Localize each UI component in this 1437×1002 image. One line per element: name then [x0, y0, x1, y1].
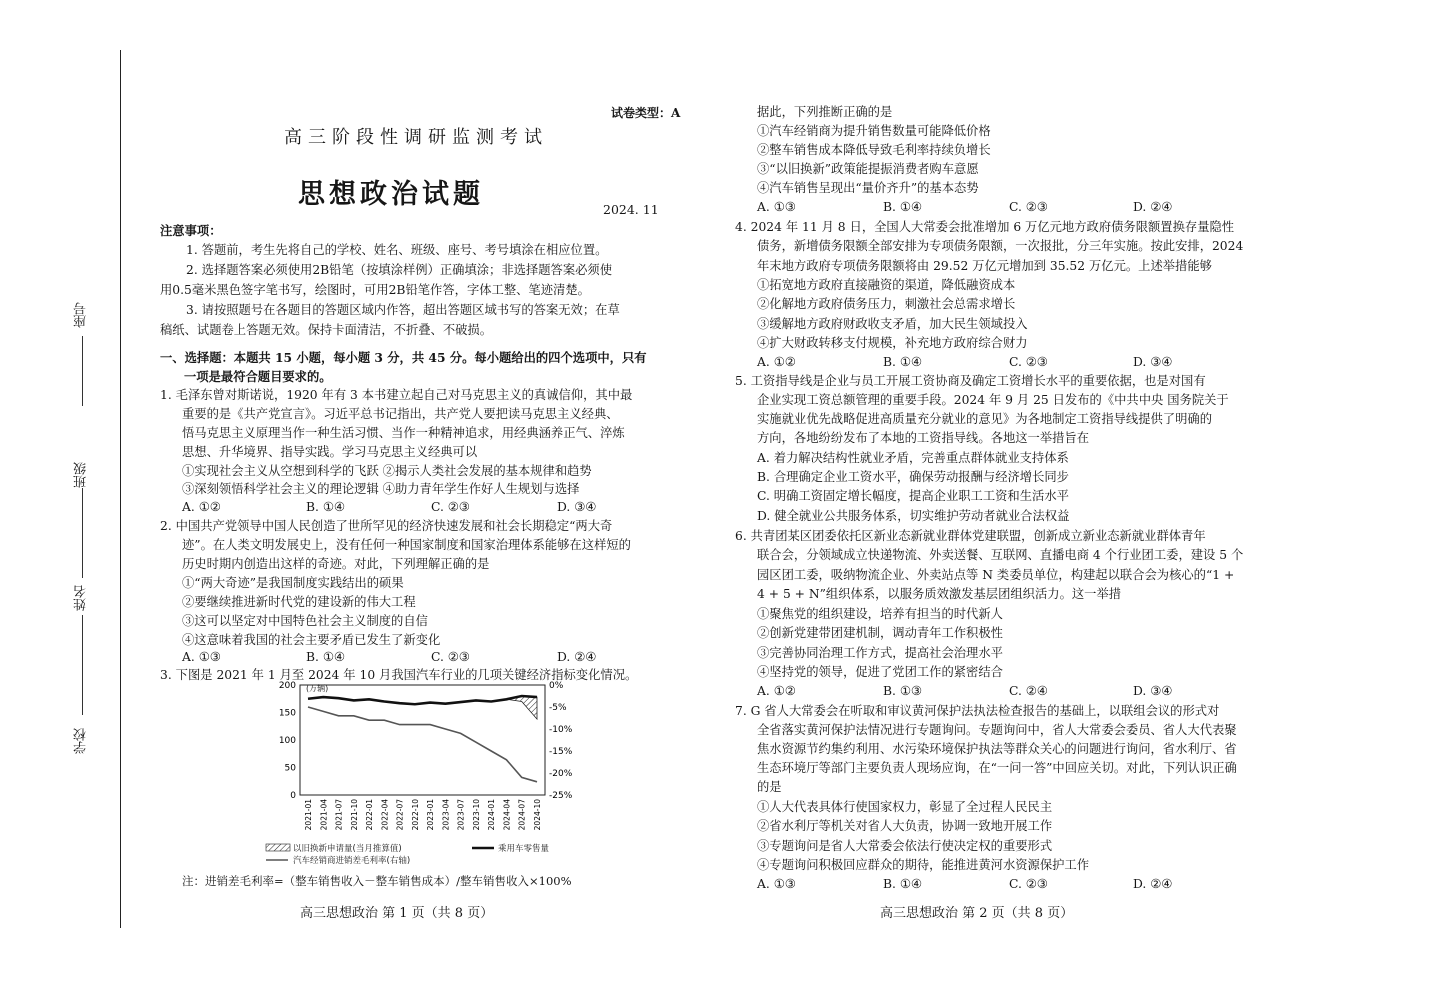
- question-4-stem: 4. 2024 年 11 月 8 日，全国人大常委会批准增加 6 万亿元地方政府债务限额置换存量隐性: [735, 220, 1235, 234]
- q7-option-d[interactable]: D. ②④: [1133, 877, 1173, 891]
- question-3-statement: ①汽车经销商为提升销售数量可能降低价格: [757, 124, 991, 138]
- binding-line: [120, 50, 121, 928]
- question-2-stem: 2. 中国共产党领导中国人民创造了世所罕见的经济快速发展和社会长期稳定“两大奇: [160, 519, 613, 533]
- question-2-stem: 迹”。在人类文明发展史上，没有任何一种国家制度和国家治理体系能够在这样短的: [182, 538, 631, 552]
- right-tick-label: -15%: [549, 747, 573, 757]
- footer-page-2: 高三思想政治 第 2 页（共 8 页）: [880, 906, 1074, 921]
- question-1-stem: 重要的是《共产党宣言》。习近平总书记指出，共产党人要把读马克思主义经典、: [182, 407, 619, 421]
- q6-option-c[interactable]: C. ②④: [1009, 684, 1048, 698]
- x-tick-label: 2024-07: [517, 799, 527, 831]
- q6-option-a[interactable]: A. ①②: [757, 684, 796, 698]
- school-label: 学校: [74, 728, 89, 754]
- q5-option-a[interactable]: A. 着力解决结构性就业矛盾，完善重点群体就业支持体系: [757, 451, 1069, 465]
- left-tick-label: 150: [278, 708, 296, 719]
- q1-option-c[interactable]: C. ②③: [431, 500, 470, 514]
- x-tick-label: 2024-04: [502, 799, 512, 831]
- legend-bold-label: 乘用车零售量: [498, 844, 550, 854]
- x-axis: [304, 799, 542, 831]
- dealer-margin-line: [308, 707, 537, 782]
- x-tick-label: 2024-01: [487, 799, 497, 831]
- section-heading: 一项是最符合题目要求的。: [184, 369, 332, 384]
- q4-option-b[interactable]: B. ①④: [883, 355, 922, 369]
- q5-option-b[interactable]: B. 合理确定企业工资水平，确保劳动报酬与经济增长同步: [757, 470, 1069, 484]
- question-2-stem: 历史时期内创造出这样的奇迹。对此，下列理解正确的是: [182, 557, 490, 571]
- question-6-stem: 6. 共青团某区团委依托区新业态新就业群体党建联盟，创新成立新业态新就业群体青年: [735, 529, 1206, 543]
- notice-line: 3. 请按照题号在各题目的答题区域内作答，超出答题区域书写的答案无效；在草: [186, 303, 620, 317]
- x-tick-label: 2022-10: [410, 799, 420, 831]
- question-3-stem: 3. 下图是 2021 年 1 月至 2024 年 10 月我国汽车行业的几项关键经济指标变化情况。: [160, 668, 638, 682]
- class-label: 班级: [74, 462, 89, 488]
- q7-option-b[interactable]: B. ①④: [883, 877, 922, 891]
- question-2-statement: ③这可以坚定对中国特色社会主义制度的自信: [182, 614, 428, 628]
- question-6-statement: ③完善协同治理工作方式，提高社会治理水平: [757, 646, 1003, 660]
- passenger-car-retail-line: [308, 696, 537, 704]
- question-4-statement: ②化解地方政府债务压力，刺激社会总需求增长: [757, 297, 1016, 311]
- question-1-stem: 思想、升华境界、指导实践。学习马克思主义经典可以: [182, 445, 478, 459]
- right-tick-label: -25%: [549, 791, 573, 801]
- right-tick-label: -10%: [549, 725, 573, 735]
- auto-industry-chart: [262, 676, 592, 874]
- question-3-statement: ②整车销售成本降低导致毛利率持续负增长: [757, 143, 991, 157]
- question-2-statement: ①“两大奇迹”是我国制度实践结出的硕果: [182, 576, 404, 590]
- question-7-statement: ②省水利厅等机关对省人大负责，协调一致地开展工作: [757, 819, 1053, 833]
- q3-option-c[interactable]: C. ②③: [1009, 200, 1048, 214]
- q3-option-b[interactable]: B. ①④: [883, 200, 922, 214]
- x-tick-label: 2021-07: [334, 799, 344, 831]
- question-7-stem: 焦水资源节约集约利用、水污染环境保护执法等群众关心的问题进行询问，省水利厅、省: [757, 742, 1237, 756]
- question-1-stem: 悟马克思主义原理当作一种生活习惯、当作一种精神追求，用经典涵养正气、淬炼: [182, 426, 625, 440]
- question-6-statement: ②创新党建带团建机制，调动青年工作积极性: [757, 626, 1003, 640]
- plot-frame: [300, 685, 545, 795]
- legend-thin-label: 汽车经销商进销差毛利率(右轴): [293, 856, 411, 866]
- question-7-stem: 生态环境厅等部门主要负责人现场应询，在“一问一答”中回应关切。对此，下列认识正确: [757, 761, 1237, 775]
- x-tick-label: 2022-01: [365, 799, 375, 831]
- question-2-statement: ④这意味着我国的社会主要矛盾已发生了新变化: [182, 633, 441, 647]
- q3-option-d[interactable]: D. ②④: [1133, 200, 1173, 214]
- right-axis: [549, 681, 573, 801]
- question-7-statement: ③专题询问是省人大常委会依法行使决定权的重要形式: [757, 839, 1053, 853]
- question-4-stem: 年末地方政府专项债务限额将由 29.52 万亿元增加到 35.52 万亿元。上述举措能够: [757, 259, 1212, 273]
- x-tick-label: 2023-10: [471, 799, 481, 831]
- question-7-stem: 的是: [757, 780, 782, 794]
- right-tick-label: -20%: [549, 769, 573, 779]
- left-axis: [279, 681, 296, 801]
- chart-note: 注：进销差毛利率=（整车销售收入－整车销售成本）/整车销售收入×100%: [182, 874, 572, 888]
- question-4-statement: ③缓解地方政府财政收支矛盾，加大民生领域投入: [757, 317, 1028, 331]
- question-4-statement: ④扩大财政转移支付规模，补充地方政府综合财力: [757, 336, 1028, 350]
- right-tick-label: -5%: [549, 703, 567, 713]
- x-tick-label: 2023-07: [456, 799, 466, 831]
- question-6-stem: 园区团工委，吸纳物流企业、外卖站点等 N 类委员单位，构建起以联合会为核心的“1 +: [757, 568, 1235, 582]
- left-tick-label: 50: [284, 763, 296, 774]
- section-heading: 一、选择题：本题共 15 小题，每小题 3 分，共 45 分。每小题给出的四个选项中，只有: [160, 350, 647, 365]
- left-tick-label: 0: [290, 791, 296, 801]
- question-5-stem: 企业实现工资总额管理的重要手段。2024 年 9 月 25 日发布的《中共中央 国务院关于: [757, 393, 1229, 407]
- question-6-statement: ①聚焦党的组织建设，培养有担当的时代新人: [757, 607, 1003, 621]
- seat-number-blank[interactable]: [82, 336, 83, 406]
- question-3-followup: 据此，下列推断正确的是: [757, 105, 893, 119]
- q6-option-d[interactable]: D. ③④: [1133, 684, 1173, 698]
- notice-line: 1. 答题前，考生先将自己的学校、姓名、班级、座号、考号填涂在相应位置。: [186, 243, 608, 257]
- x-tick-label: 2022-04: [380, 799, 390, 831]
- q2-option-a[interactable]: A. ①③: [182, 650, 221, 664]
- notice-line: 稿纸、试题卷上答题无效。保持卡面清洁，不折叠、不破损。: [160, 323, 493, 337]
- x-tick-label: 2021-04: [319, 799, 329, 831]
- q7-option-a[interactable]: A. ①③: [757, 877, 796, 891]
- q2-option-b[interactable]: B. ①④: [306, 650, 345, 664]
- question-1-stem: 1. 毛泽东曾对斯诺说，1920 年有 3 本书建立起自己对马克思主义的真诚信仰，其中最: [160, 388, 633, 402]
- q3-option-a[interactable]: A. ①③: [757, 200, 796, 214]
- question-3-statement: ④汽车销售呈现出“量价齐升”的基本态势: [757, 181, 979, 195]
- footer-page-1: 高三思想政治 第 1 页（共 8 页）: [300, 906, 494, 921]
- question-4-stem: 债务，新增债务限额全部安排为专项债务限额，一次报批，分三年实施。按此安排，2024: [757, 239, 1244, 253]
- right-tick-label: 0%: [549, 681, 564, 691]
- question-7-statement: ①人大代表具体行使国家权力，彰显了全过程人民民主: [757, 800, 1053, 814]
- notice-title: 注意事项：: [160, 223, 222, 238]
- exam-name: 高三阶段性调研监测考试: [284, 127, 548, 148]
- paper-type: 试卷类型：A: [611, 106, 681, 120]
- name-label: 姓名: [74, 585, 89, 611]
- x-tick-label: 2021-01: [304, 799, 313, 831]
- left-tick-label: 200: [278, 681, 296, 691]
- x-tick-label: 2021-10: [349, 799, 359, 831]
- exam-date: 2024. 11: [603, 202, 659, 217]
- x-tick-label: 2023-01: [426, 799, 436, 831]
- question-5-stem: 实施就业优先战略促进高质量充分就业的意见》为各地制定工资指导线提供了明确的: [757, 412, 1212, 426]
- question-7-stem: 7. G 省人大常委会在听取和审议黄河保护法执法检查报告的基础上，以联组会议的形式对: [735, 704, 1220, 718]
- q2-option-c[interactable]: C. ②③: [431, 650, 470, 664]
- page-title: 思想政治试题: [298, 179, 484, 210]
- left-tick-label: 100: [278, 736, 296, 746]
- notice-line: 用0.5毫米黑色签字笔书写，绘图时，可用2B铅笔作答，字体工整、笔迹清楚。: [160, 283, 590, 297]
- question-6-stem: 联合会，分领域成立快递物流、外卖送餐、互联网、直播电商 4 个行业团工委，建设 5 个: [757, 548, 1244, 562]
- question-1-statement: ③深刻领悟科学社会主义的理论逻辑 ④助力青年学生作好人生规划与选择: [182, 482, 580, 496]
- unit-label: (万辆): [306, 684, 329, 693]
- question-3-statement: ③“以旧换新”政策能提振消费者购车意愿: [757, 162, 979, 176]
- q2-option-d[interactable]: D. ②④: [557, 650, 597, 664]
- q1-option-d[interactable]: D. ③④: [557, 500, 597, 514]
- question-7-statement: ④专题询问积极回应群众的期待，能推进黄河水资源保护工作: [757, 858, 1090, 872]
- q7-option-c[interactable]: C. ②③: [1009, 877, 1048, 891]
- legend-hatch-swatch: [266, 844, 290, 851]
- notice-line: 2. 选择题答案必须使用2B铅笔（按填涂样例）正确填涂；非选择题答案必须使: [186, 263, 613, 277]
- name-blank[interactable]: [82, 615, 83, 715]
- question-6-statement: ④坚持党的领导，促进了党团工作的紧密结合: [757, 665, 1003, 679]
- question-6-stem: 4 + 5 + N”组织体系，以服务质效激发基层团组织活力。这一举措: [757, 587, 1122, 601]
- question-5-stem: 方向，各地纷纷发布了本地的工资指导线。各地这一举措旨在: [757, 431, 1090, 445]
- legend-hatch-label: 以旧换新申请量(当月推算值): [293, 844, 402, 854]
- q4-option-a[interactable]: A. ①②: [757, 355, 796, 369]
- question-2-statement: ②要继续推进新时代党的建设新的伟大工程: [182, 595, 416, 609]
- q1-option-b[interactable]: B. ①④: [306, 500, 345, 514]
- question-1-statement: ①实现社会主义从空想到科学的飞跃 ②揭示人类社会发展的基本规律和趋势: [182, 464, 592, 478]
- q4-option-c[interactable]: C. ②③: [1009, 355, 1048, 369]
- q5-option-d[interactable]: D. 健全就业公共服务体系，切实维护劳动者就业合法权益: [757, 509, 1070, 523]
- question-5-stem: 5. 工资指导线是企业与员工开展工资协商及确定工资增长水平的重要依据，也是对国有: [735, 374, 1206, 388]
- q1-option-a[interactable]: A. ①②: [182, 500, 221, 514]
- seat-number-label: 座号: [74, 302, 89, 328]
- x-tick-label: 2023-04: [441, 799, 451, 831]
- question-4-statement: ①拓宽地方政府直接融资的渠道，降低融资成本: [757, 278, 1016, 292]
- x-tick-label: 2024-10: [533, 799, 542, 831]
- q4-option-d[interactable]: D. ③④: [1133, 355, 1173, 369]
- x-tick-label: 2022-07: [395, 799, 405, 831]
- q5-option-c[interactable]: C. 明确工资固定增长幅度，提高企业职工工资和生活水平: [757, 489, 1069, 503]
- class-blank[interactable]: [82, 488, 83, 578]
- q6-option-b[interactable]: B. ①③: [883, 684, 922, 698]
- question-7-stem: 全省落实黄河保护法情况进行专题询问。专题询问中，省人大常委会委员、省人大代表聚: [757, 723, 1237, 737]
